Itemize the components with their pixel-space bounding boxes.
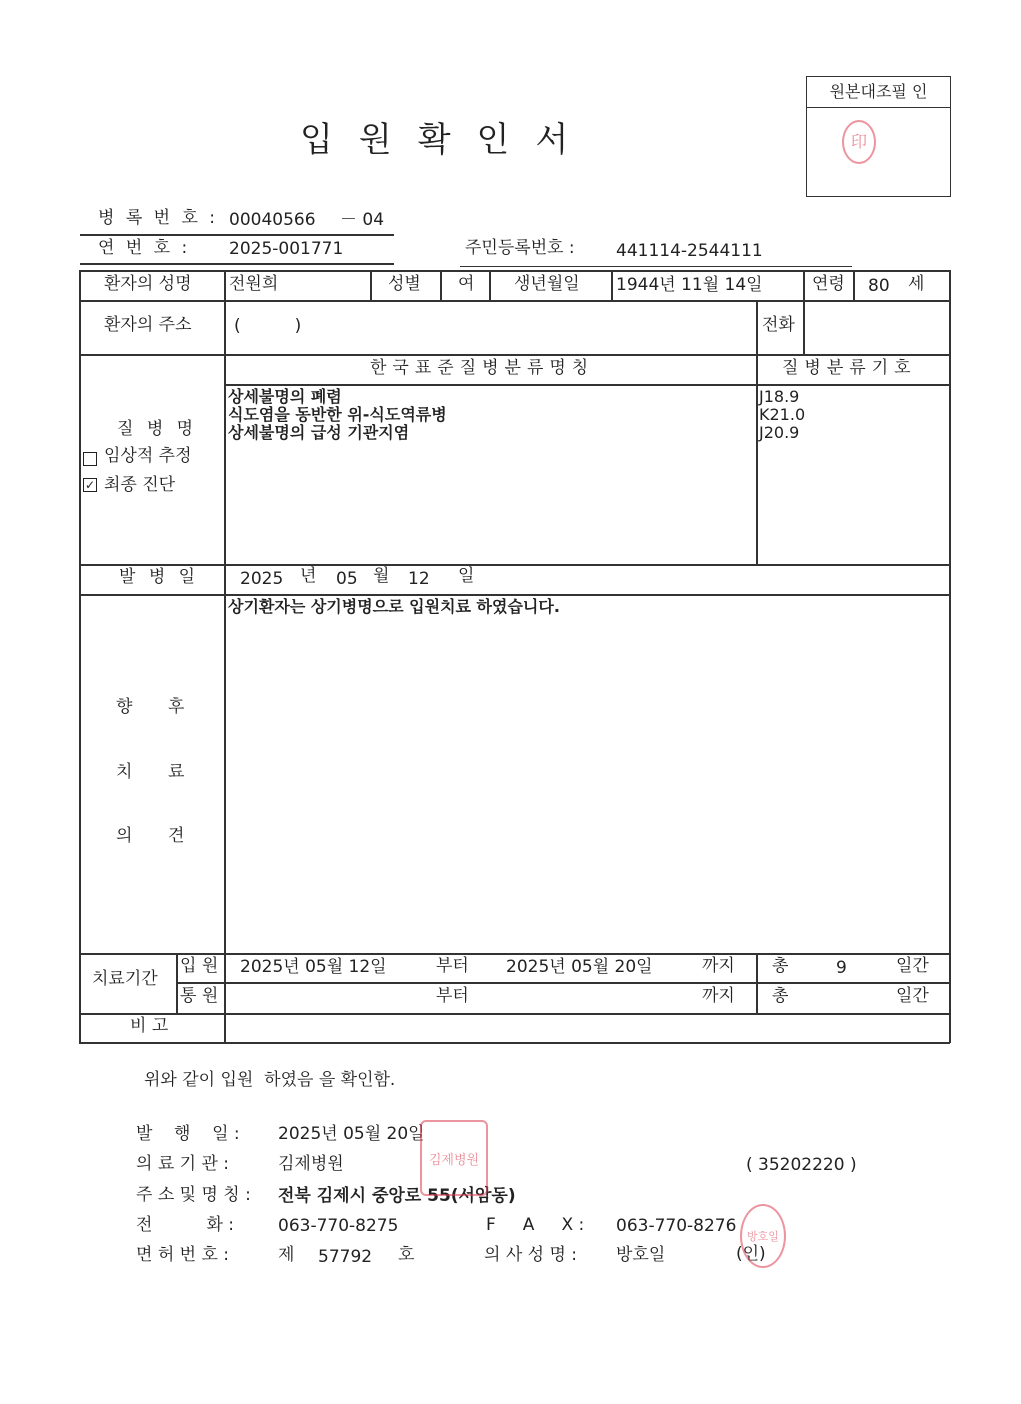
record-number-suffix: － 04 xyxy=(340,210,385,230)
final-diagnosis-label: 최종 진단 xyxy=(104,475,176,495)
issue-date-label: 발 행 일 : xyxy=(136,1124,240,1144)
original-verification-stamp-box xyxy=(806,76,951,197)
clinical-estimate-label: 임상적 추정 xyxy=(104,446,192,466)
phone-label: 전화 xyxy=(762,315,795,335)
birth-label: 생년월일 xyxy=(514,274,580,294)
confirmation-text: 위와 같이 입원 하였음 을 확인함. xyxy=(144,1070,396,1090)
from-word: 부터 xyxy=(436,956,469,976)
onset-month-unit: 월 xyxy=(373,566,390,586)
opinion-label: 료 xyxy=(168,762,185,782)
seal-mark: (인) xyxy=(736,1244,766,1264)
onset-year-unit: 년 xyxy=(300,566,317,586)
address-name-label: 주 소 및 명 칭 : xyxy=(136,1185,251,1205)
document-title: 입원확인서 xyxy=(300,120,595,160)
inpatient-from: 2025년 05월 12일 xyxy=(240,957,387,977)
opinion-text: 상기환자는 상기병명으로 입원치료 하였습니다. xyxy=(228,597,560,616)
divider xyxy=(80,234,394,236)
license-number: 57792 xyxy=(318,1247,373,1267)
address-label: 환자의 주소 xyxy=(104,315,192,335)
period-label: 치료기간 xyxy=(92,969,158,989)
license-suffix: 호 xyxy=(398,1245,415,1265)
patient-name: 전원희 xyxy=(229,274,279,294)
final-diagnosis-checkbox[interactable]: ✓ xyxy=(84,478,96,492)
sex: 여 xyxy=(458,274,475,294)
resident-number: 441114-2544111 xyxy=(616,241,763,261)
disease-name: 상세불명의 폐렴 xyxy=(228,387,342,406)
license-prefix: 제 xyxy=(278,1245,295,1265)
disease-section-label: 질 병 명 xyxy=(117,419,198,439)
patient-name-label: 환자의 성명 xyxy=(104,274,192,294)
opinion-label: 후 xyxy=(168,697,185,717)
onset-label: 발 병 일 xyxy=(119,567,200,587)
divider xyxy=(460,266,852,267)
total-word: 총 xyxy=(772,956,789,976)
opinion-label: 의 xyxy=(116,826,133,846)
serial-number: 2025-001771 xyxy=(229,239,344,259)
tel: 063-770-8275 xyxy=(278,1216,399,1236)
institution-label: 의 료 기 관 : xyxy=(136,1154,230,1174)
divider xyxy=(80,263,394,265)
opinion-label: 향 xyxy=(116,697,133,717)
doctor-label: 의 사 성 명 : xyxy=(484,1245,578,1265)
age-unit: 세 xyxy=(908,274,925,294)
to-word: 까지 xyxy=(702,986,735,1006)
serial-number-label: 연 번 호 : xyxy=(98,238,191,258)
onset-year: 2025 xyxy=(240,569,284,589)
license-label: 면 허 번 호 : xyxy=(136,1245,230,1265)
opinion-label: 치 xyxy=(116,762,133,782)
birth-date: 1944년 11월 14일 xyxy=(616,275,763,295)
inpatient-to: 2025년 05월 20일 xyxy=(506,957,653,977)
opinion-label: 견 xyxy=(168,826,185,846)
days-word: 일간 xyxy=(896,986,929,1006)
remarks-label: 비 고 xyxy=(130,1016,169,1036)
age-label: 연령 xyxy=(812,274,845,294)
to-word: 까지 xyxy=(702,956,735,976)
age: 80 xyxy=(868,276,890,296)
fax: 063-770-8276 xyxy=(616,1216,737,1236)
disease-name-header: 한국표준질병분류명칭 xyxy=(370,358,595,378)
clinical-estimate-checkbox[interactable] xyxy=(83,452,97,466)
doctor-seal: 방호일 xyxy=(740,1204,786,1268)
sex-label: 성별 xyxy=(388,274,421,294)
inpatient-days: 9 xyxy=(836,958,847,978)
onset-day-unit: 일 xyxy=(458,566,475,586)
outpatient-label: 통 원 xyxy=(180,986,219,1006)
tel-label: 전 화 : xyxy=(136,1215,235,1235)
days-word: 일간 xyxy=(896,956,929,976)
institution-code: ( 35202220 ) xyxy=(746,1155,857,1175)
inpatient-label: 입 원 xyxy=(180,956,219,976)
verification-seal: 印 xyxy=(842,120,876,164)
fax-label: F A X : xyxy=(486,1215,585,1235)
disease-code-header: 질병분류기호 xyxy=(782,358,917,378)
onset-month: 05 xyxy=(336,569,358,589)
disease-name: 상세불명의 급성 기관지염 xyxy=(228,423,410,442)
from-word: 부터 xyxy=(436,986,469,1006)
address: ( ) xyxy=(234,316,302,336)
resident-number-label: 주민등록번호 : xyxy=(465,238,575,258)
hospital-seal: 김제병원 xyxy=(420,1120,488,1196)
stamp-box-header: 원본대조필 인 xyxy=(807,77,950,108)
issue-date: 2025년 05월 20일 xyxy=(278,1124,425,1144)
disease-name: 식도염을 동반한 위-식도역류병 xyxy=(228,405,447,424)
disease-code: J20.9 xyxy=(759,423,800,442)
doctor-name: 방호일 xyxy=(616,1245,666,1265)
institution: 김제병원 xyxy=(278,1154,344,1174)
record-number-label: 병 록 번 호 : xyxy=(98,208,219,228)
onset-day: 12 xyxy=(408,569,430,589)
record-number: 00040566 xyxy=(229,210,316,230)
total-word: 총 xyxy=(772,986,789,1006)
disease-code: K21.0 xyxy=(759,405,806,424)
institution-address: 전북 김제시 중앙로 55(서암동) xyxy=(278,1186,516,1206)
disease-code: J18.9 xyxy=(759,387,800,406)
